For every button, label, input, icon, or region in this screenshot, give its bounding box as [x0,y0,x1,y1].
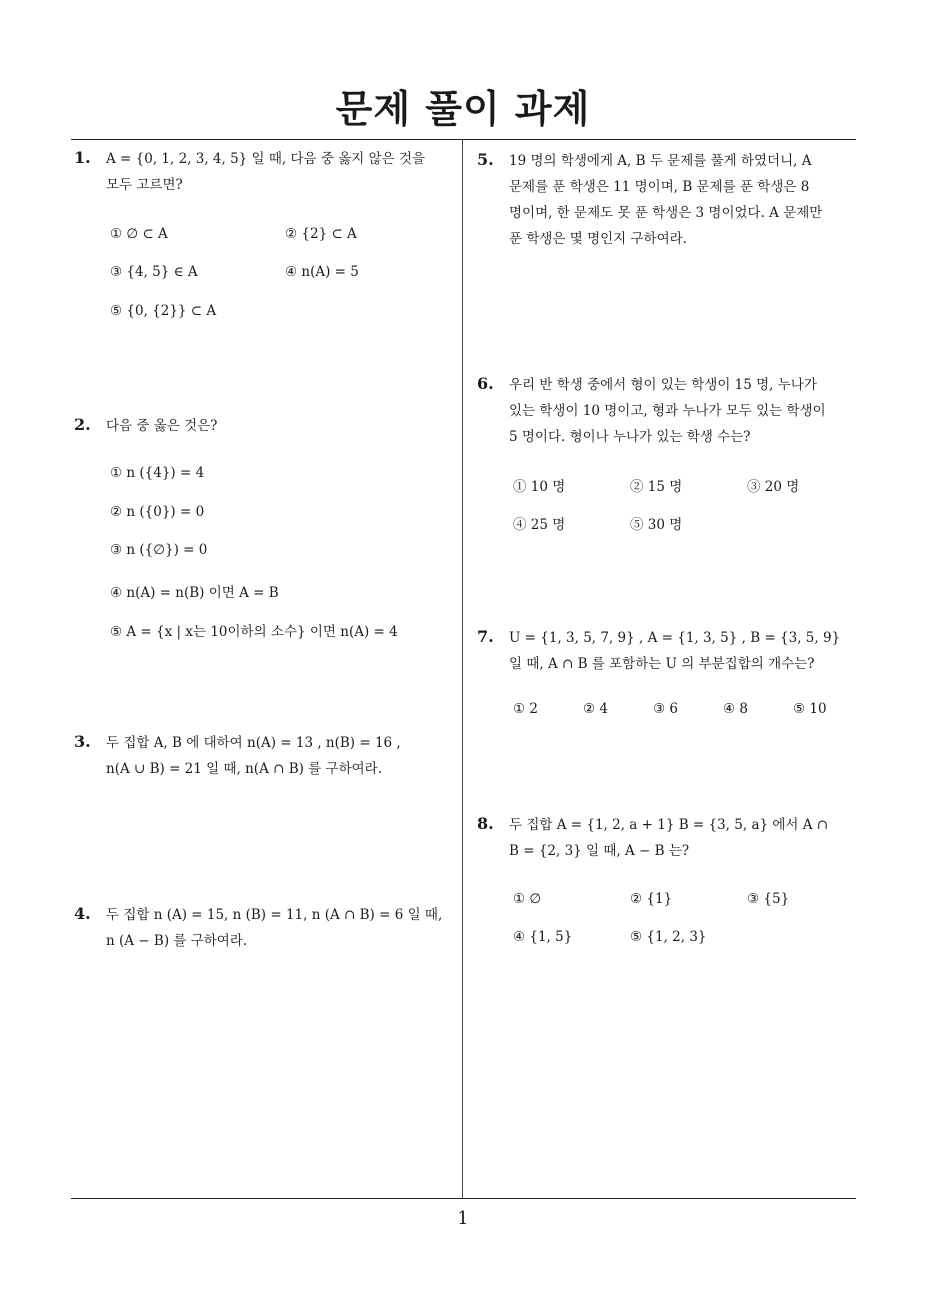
problem-number: 8. [477,814,494,833]
problem-number: 7. [477,627,494,646]
problem-stem [509,625,859,677]
problem-stem [509,148,859,252]
stem-line: 19 명의 학생에게 A, B 두 문제를 풀게 하였더니, A [509,153,812,169]
stem-line: 있는 학생이 10 명이고, 형과 누나가 모두 있는 학생이 [509,403,826,419]
problem-number: 2. [74,415,91,434]
option-1: ① ∅ [513,891,542,907]
option-3: ③ {5} [747,891,790,907]
option-4: ④ 8 [723,701,748,717]
stem-line: 다음 중 옳은 것은? [106,418,218,434]
problem-stem [509,372,859,450]
option-3: ③ {4, 5} ∈ A [110,264,198,280]
top-rule [71,139,856,140]
option-3: ③ 6 [653,701,678,717]
problem-stem [106,146,456,198]
stem-line: n(A ∪ B) = 21 일 때, n(A ∩ B) 를 구하여라. [106,761,382,777]
option-4: ④ 25 명 [513,517,566,533]
stem-line: 두 집합 A = {1, 2, a + 1} B = {3, 5, a} 에서 A ∩ [509,817,829,833]
stem-line: 일 때, A ∩ B 를 포함하는 U 의 부분집합의 개수는? [509,656,815,672]
problem-stem [106,413,456,439]
bottom-rule [71,1198,856,1199]
stem-line: 명이며, 한 문제도 못 푼 학생은 3 명이었다. A 문제만 [509,205,823,221]
option-1: ① n ({4}) = 4 [110,465,205,481]
page-number: 1 [457,1208,469,1229]
problem-stem [106,730,456,782]
column-divider [462,139,463,1199]
option-5: ⑤ A = {x | x는 10이하의 소수} 이면 n(A) = 4 [110,624,398,640]
problem-number: 5. [477,150,494,169]
stem-line: n (A − B) 를 구하여라. [106,933,248,949]
problem-number: 3. [74,732,91,751]
stem-line: 5 명이다. 형이나 누나가 있는 학생 수는? [509,429,751,445]
stem-line: 푼 학생은 몇 명인지 구하여라. [509,231,687,247]
stem-line: B = {2, 3} 일 때, A − B 는? [509,843,690,859]
option-4: ④ n(A) = n(B) 이면 A = B [110,585,279,601]
option-3: ③ 20 명 [747,479,800,495]
stem-line: 모두 고르면? [106,177,183,193]
option-4: ④ n(A) = 5 [285,264,359,280]
option-3: ③ n ({∅}) = 0 [110,542,208,558]
option-2: ② 15 명 [630,479,683,495]
stem-line: 두 집합 A, B 에 대하여 n(A) = 13 , n(B) = 16 , [106,735,401,751]
option-2: ② 4 [583,701,608,717]
problem-number: 6. [477,374,494,393]
option-1: ① ∅ ⊂ A [110,226,168,242]
option-5: ⑤ 10 [793,701,827,717]
stem-line: A = {0, 1, 2, 3, 4, 5} 일 때, 다음 중 옳지 않은 것을 [106,151,426,167]
problem-number: 4. [74,904,91,923]
stem-line: 우리 반 학생 중에서 형이 있는 학생이 15 명, 누나가 [509,377,817,393]
page-title: 문제 풀이 과제 [335,87,591,131]
option-2: ② {2} ⊂ A [285,226,357,242]
option-5: ⑤ {1, 2, 3} [630,929,707,945]
option-2: ② n ({0}) = 0 [110,504,205,520]
problem-stem [106,902,456,954]
problem-number: 1. [74,148,91,167]
stem-line: U = {1, 3, 5, 7, 9} , A = {1, 3, 5} , B = {3, 5, 9} [509,630,841,646]
option-5: ⑤ 30 명 [630,517,683,533]
option-4: ④ {1, 5} [513,929,573,945]
problem-stem [509,812,859,864]
stem-line: 문제를 푼 학생은 11 명이며, B 문제를 푼 학생은 8 [509,179,810,195]
option-1: ① 2 [513,701,538,717]
option-2: ② {1} [630,891,673,907]
option-1: ① 10 명 [513,479,566,495]
option-5: ⑤ {0, {2}} ⊂ A [110,303,217,319]
stem-line: 두 집합 n (A) = 15, n (B) = 11, n (A ∩ B) = 6 일 때, [106,907,443,923]
